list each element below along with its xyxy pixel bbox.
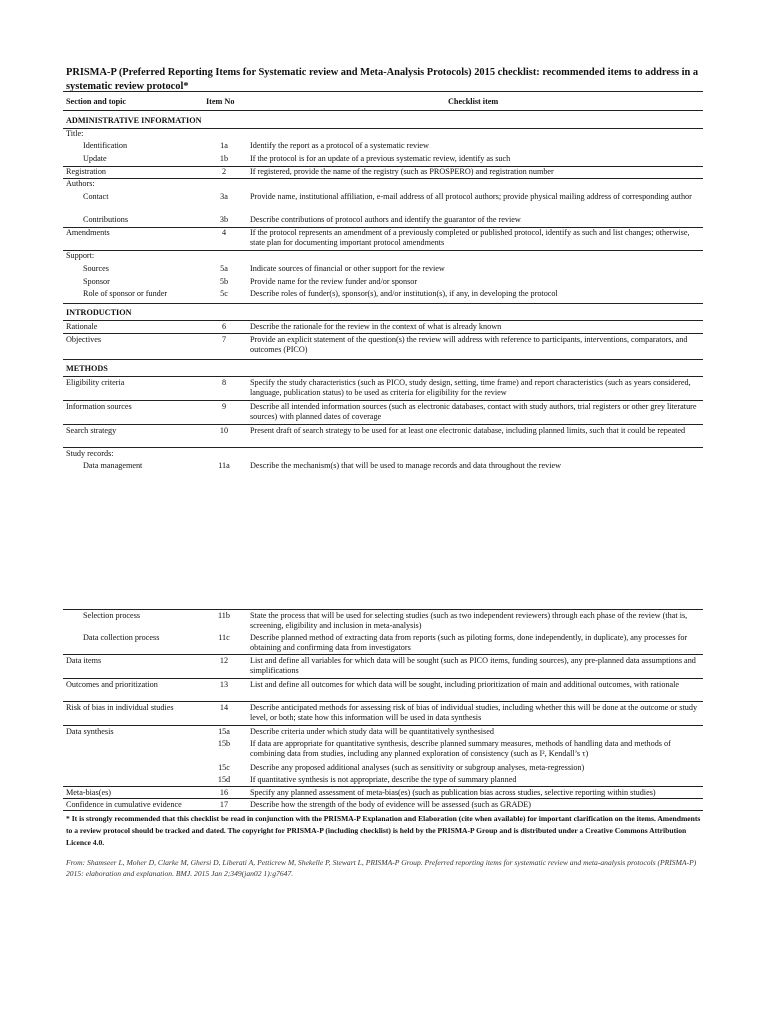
row-item-number: 13: [219, 680, 229, 689]
row-section: Registration: [66, 167, 107, 176]
row-item-number: 9: [221, 402, 227, 411]
row-section: Meta-bias(es): [66, 788, 112, 797]
row-item-number: 11b: [218, 611, 230, 620]
row-checklist-text: List and define all outcomes for which data will be sought, including prioritization of main and additional outcomes, with rationale: [250, 680, 680, 689]
row-checklist-text: List and define all variables for which data will be sought (such as PICO items, funding sources), any pre-planned data assumptions and simplifications: [250, 656, 696, 676]
row-section: Objectives: [66, 335, 102, 344]
row-checklist-text: Provide name for the review funder and/or sponsor: [250, 277, 418, 286]
row-rule: [63, 178, 703, 179]
footnote: * It is strongly recommended that this checklist be read in conjunction with the PRISMA-P Explanation and Elaboration (cite when available) for important clarification on the items. Amendments to a review protocol should be tracked and dated. The copyright for PRISMA-P (including checklist) is held by the PRISMA-P Group and is distributed under a Creative Commons Attribution Licence 4.0.: [66, 814, 701, 847]
row-checklist-text: Describe planned method of extracting data from reports (such as piloting forms, done independently, in duplicate), any processes for obtaining and confirming data from investigators: [250, 633, 688, 653]
row-section: Risk of bias in individual studies: [66, 703, 174, 712]
row-checklist-text: Provide name, institutional affiliation, e-mail address of all protocol authors; provide physical mailing address of corresponding author: [250, 192, 692, 201]
row-section: Identification: [83, 141, 128, 150]
table-bottom-rule: [63, 810, 703, 811]
row-section: Selection process: [83, 611, 141, 620]
row-rule: [63, 424, 703, 425]
row-item-number: 17: [219, 800, 229, 809]
row-rule: [63, 654, 703, 655]
row-item-number: 11a: [218, 461, 230, 470]
row-section: Data management: [83, 461, 143, 470]
row-item-number: 8: [221, 378, 227, 387]
row-checklist-text: Specify the study characteristics (such as PICO, study design, setting, time frame) and report characteristics (such as years considered, language, publication status) to be used as criteria for eligibility for the review: [250, 378, 691, 398]
row-checklist-text: Describe the rationale for the review in the context of what is already known: [250, 322, 502, 331]
row-item-number: 1b: [219, 154, 229, 163]
row-checklist-text: If the protocol represents an amendment of a previously completed or published protocol, identify as such and list changes; otherwise, state plan for documenting important protocol amendments: [250, 228, 690, 248]
row-item-number: 7: [221, 335, 227, 344]
row-rule: [63, 250, 703, 251]
row-section: Authors:: [66, 179, 95, 188]
row-item-number: 5c: [220, 289, 228, 298]
row-section: Sponsor: [83, 277, 110, 286]
section-rule: [63, 376, 703, 377]
row-section: Information sources: [66, 402, 132, 411]
row-item-number: 5b: [219, 277, 229, 286]
row-checklist-text: Describe anticipated methods for assessing risk of bias of individual studies, including whether this will be done at the outcome or study level, or both; state how this information will be used in data synthesis: [250, 703, 698, 723]
row-checklist-text: Provide an explicit statement of the question(s) the review will address with reference to participants, interventions, comparators, and outcomes (PICO): [250, 335, 688, 355]
row-checklist-text: Describe any proposed additional analyses (such as sensitivity or subgroup analyses, meta-regression): [250, 763, 585, 772]
row-item-number: 3b: [219, 215, 229, 224]
document-title: PRISMA-P (Preferred Reporting Items for Systematic review and Meta-Analysis Protocols) 2015 checklist: recommended items to address in a systematic review protocol*: [66, 67, 699, 92]
section-rule: [63, 128, 703, 129]
row-item-number: 16: [219, 788, 229, 797]
row-section: Eligibility criteria: [66, 378, 125, 387]
row-item-number: 15d: [217, 775, 231, 784]
row-item-number: 5a: [220, 264, 228, 273]
row-rule: [63, 447, 703, 448]
row-section: Contributions: [83, 215, 129, 224]
row-checklist-text: If registered, provide the name of the registry (such as PROSPERO) and registration number: [250, 167, 554, 176]
section-heading-admin: ADMINISTRATIVE INFORMATION: [66, 116, 202, 125]
row-checklist-text: Describe the mechanism(s) that will be used to manage records and data throughout the review: [250, 461, 562, 470]
row-section: Confidence in cumulative evidence: [66, 800, 182, 809]
row-checklist-text: Specify any planned assessment of meta-bias(es) (such as publication bias across studies, selective reporting within studies): [250, 788, 656, 797]
row-section: Rationale: [66, 322, 98, 331]
row-checklist-text: State the process that will be used for selecting studies (such as two independent reviewers) through each phase of the review (that is, screening, eligibility and inclusion in meta-analysis): [250, 611, 688, 631]
column-header-item: Item No: [206, 97, 235, 106]
row-item-number: 2: [221, 167, 227, 176]
row-item-number: 11c: [218, 633, 230, 642]
section-rule: [63, 303, 703, 304]
row-checklist-text: Describe criteria under which study data will be quantitatively synthesised: [250, 727, 494, 736]
row-section: Data synthesis: [66, 727, 114, 736]
header-top-rule: [63, 91, 703, 92]
row-item-number: 12: [219, 656, 229, 665]
row-rule: [63, 701, 703, 702]
row-checklist-text: Describe contributions of protocol authors and identify the guarantor of the review: [250, 215, 521, 224]
row-rule: [63, 725, 703, 726]
header-bottom-rule: [63, 110, 703, 111]
row-section: Update: [83, 154, 107, 163]
row-section: Data collection process: [83, 633, 160, 642]
section-rule: [63, 359, 703, 360]
row-section: Contact: [83, 192, 109, 201]
row-checklist-text: Identify the report as a protocol of a systematic review: [250, 141, 429, 150]
section-rule: [63, 320, 703, 321]
row-checklist-text: Indicate sources of financial or other support for the review: [250, 264, 445, 273]
row-section: Search strategy: [66, 426, 117, 435]
column-header-section: Section and topic: [66, 97, 127, 106]
row-item-number: 3a: [220, 192, 228, 201]
citation: From: Shamseer L, Moher D, Clarke M, Ghersi D, Liberati A, Petticrew M, Shekelle P, Stewart L, PRISMA-P Group. Preferred reporting items for systematic review and meta-analysis protocols (PRISMA-P) 2015: elaboration and explanation. BMJ. 2015 Jan 2;349(jan02 1):g7647.: [66, 858, 697, 879]
section-heading-methods: METHODS: [66, 364, 108, 373]
column-header-checklist: Checklist item: [448, 97, 499, 106]
row-rule: [63, 609, 703, 610]
row-section: Title:: [66, 129, 84, 138]
row-rule: [63, 678, 703, 679]
row-rule: [63, 798, 703, 799]
row-section: Support:: [66, 251, 95, 260]
row-section: Amendments: [66, 228, 110, 237]
row-item-number: 15c: [218, 763, 230, 772]
row-checklist-text: If quantitative synthesis is not appropriate, describe the type of summary planned: [250, 775, 517, 784]
row-rule: [63, 333, 703, 334]
row-checklist-text: Describe roles of funder(s), sponsor(s), and/or institution(s), if any, in developing the protocol: [250, 289, 558, 298]
section-heading-introduction: INTRODUCTION: [66, 308, 132, 317]
row-item-number: 6: [221, 322, 227, 331]
row-item-number: 10: [219, 426, 229, 435]
row-checklist-text: Present draft of search strategy to be used for at least one electronic database, including planned limits, such that it could be repeated: [250, 426, 686, 435]
row-section: Study records:: [66, 449, 114, 458]
row-item-number: 15a: [218, 727, 230, 736]
row-checklist-text: If the protocol is for an update of a previous systematic review, identify as such: [250, 154, 511, 163]
row-section: Data items: [66, 656, 102, 665]
row-section: Role of sponsor or funder: [83, 289, 168, 298]
row-item-number: 15b: [217, 739, 231, 748]
row-section: Outcomes and prioritization: [66, 680, 158, 689]
row-checklist-text: If data are appropriate for quantitative synthesis, describe planned summary measures, methods of handling data and methods of combining data from studies, including any planned exploration of consistency (such as I², Kendall’s τ): [250, 739, 671, 759]
row-item-number: 14: [219, 703, 229, 712]
row-checklist-text: Describe how the strength of the body of evidence will be assessed (such as GRADE): [250, 800, 532, 809]
row-item-number: 1a: [220, 141, 228, 150]
row-section: Sources: [83, 264, 109, 273]
row-checklist-text: Describe all intended information sources (such as electronic databases, contact with study authors, trial registers or other grey literature sources) with planned dates of coverage: [250, 402, 697, 422]
row-rule: [63, 786, 703, 787]
row-rule: [63, 400, 703, 401]
row-item-number: 4: [221, 228, 227, 237]
